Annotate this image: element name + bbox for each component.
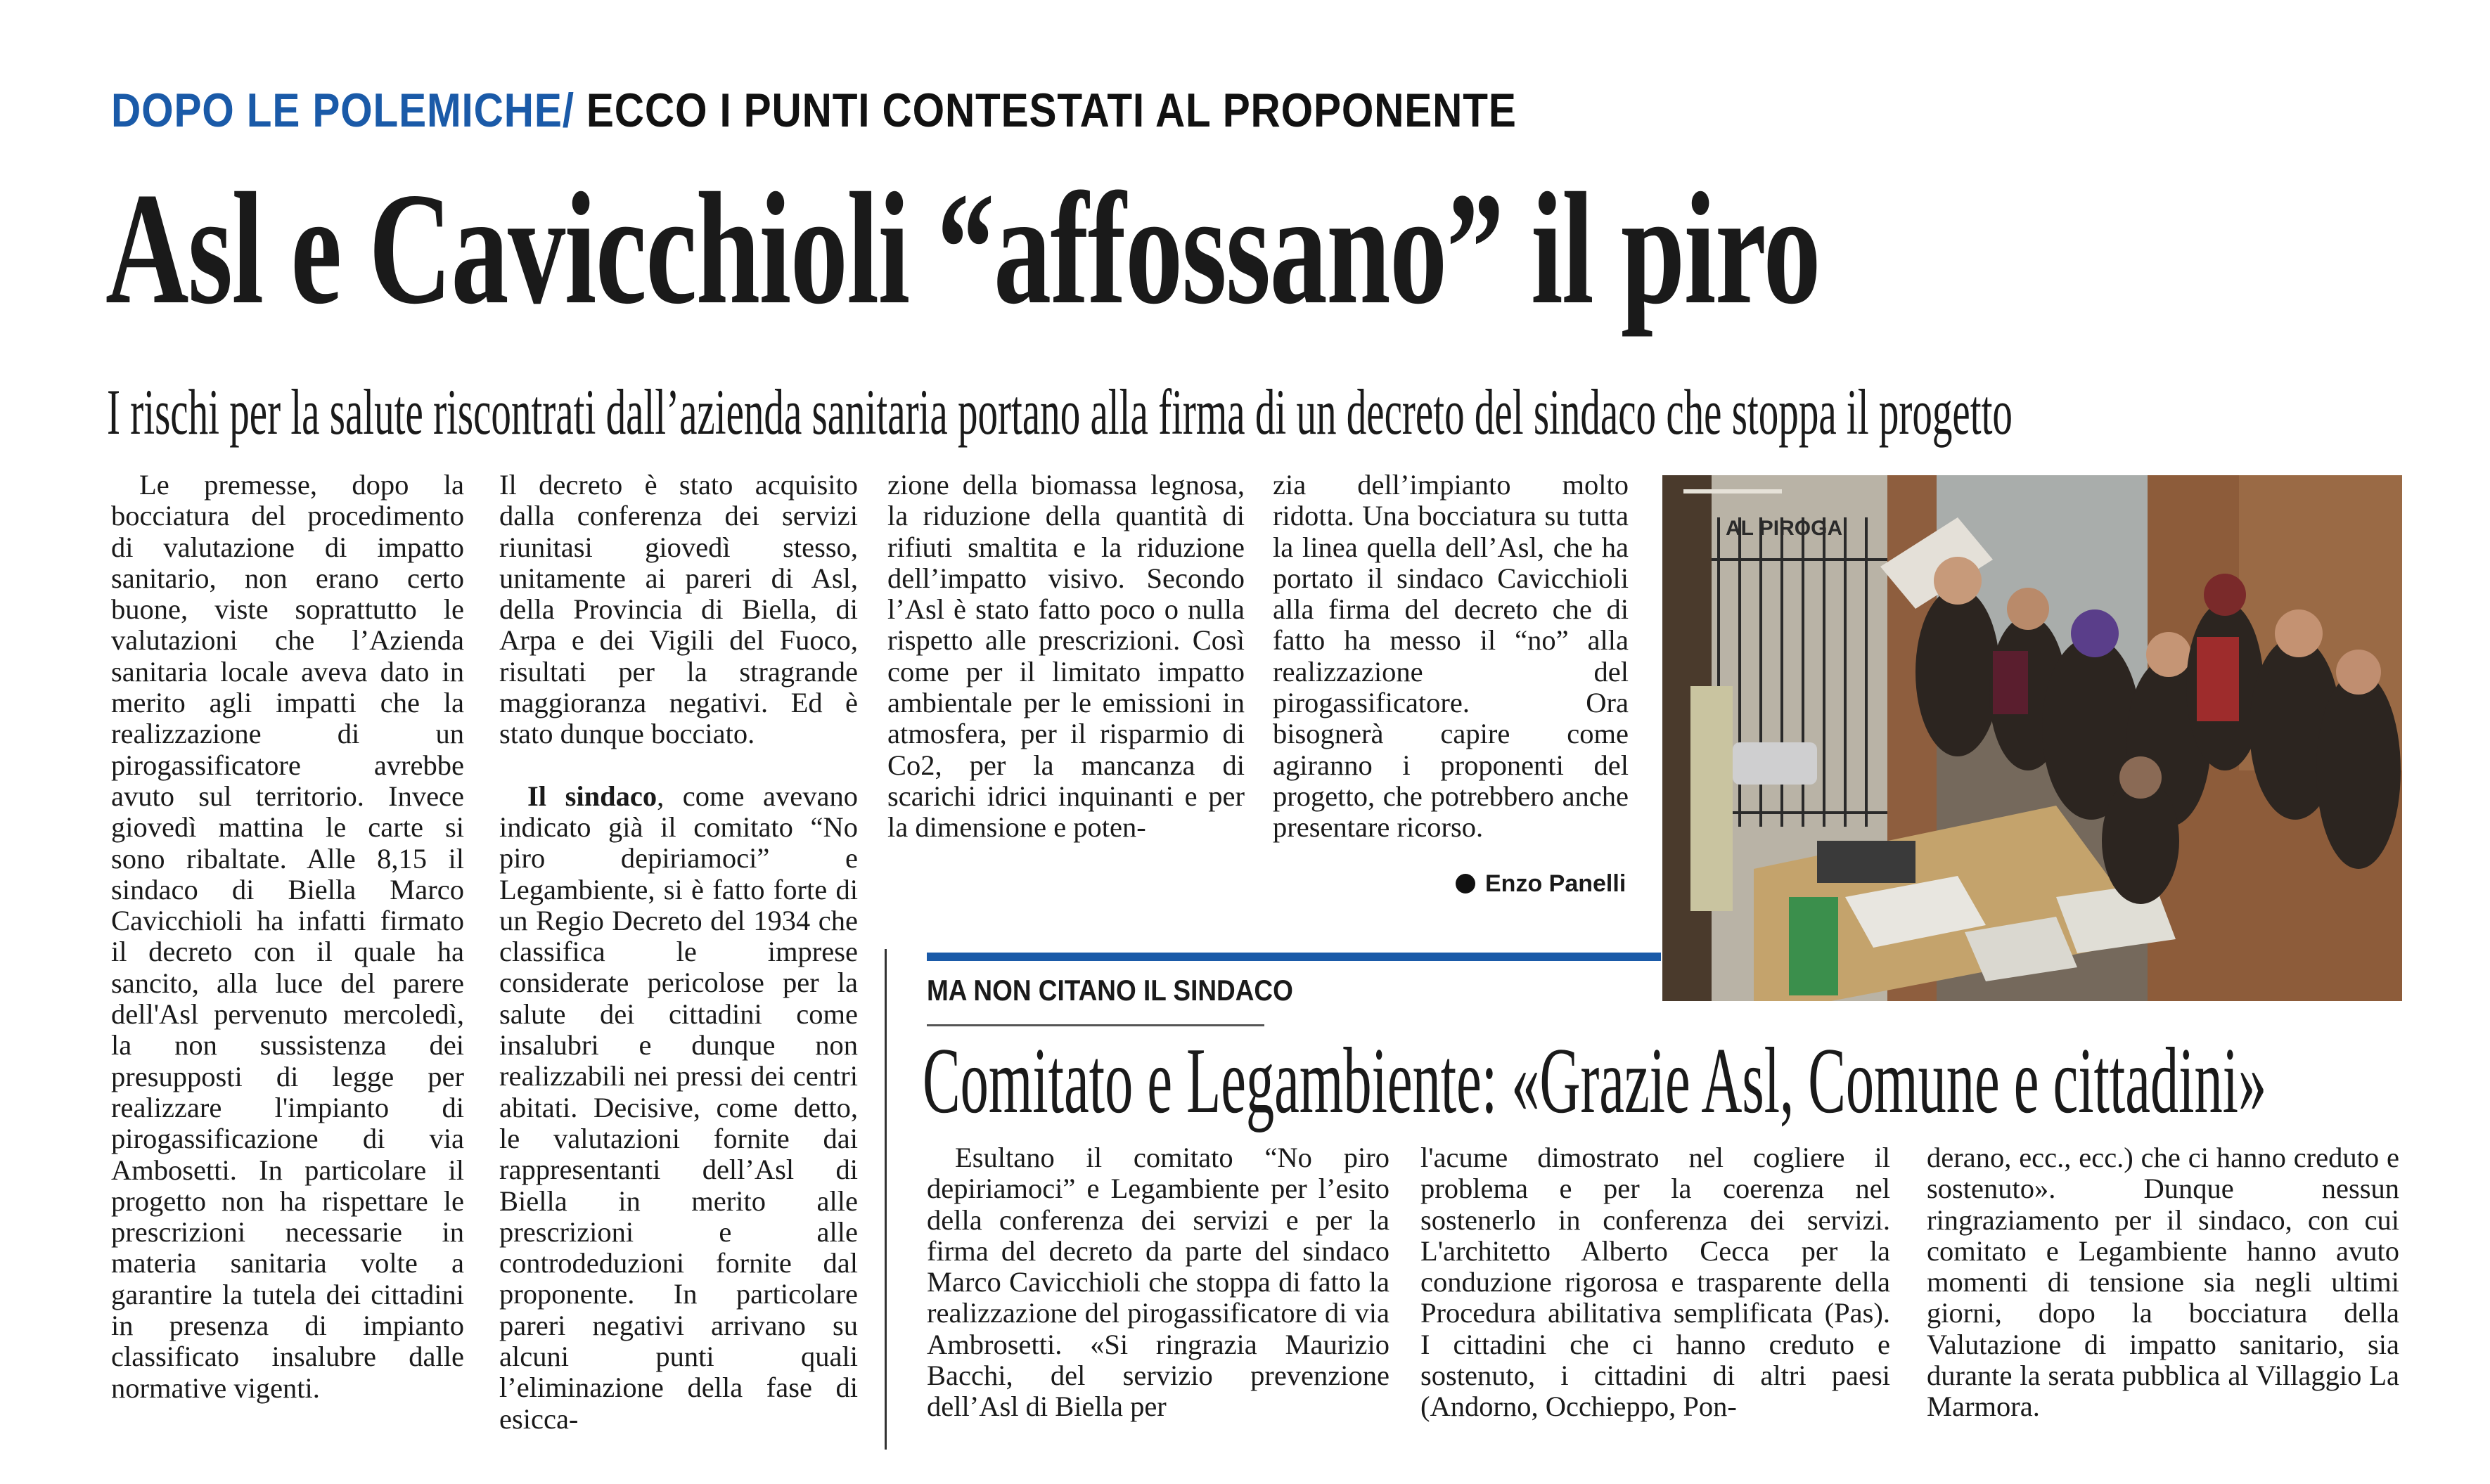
article-paragraph: , come avevano indicato già il comitato “No piro depiriamoci” e Legambiente, si è fatto forte di un Regio Decreto del 1934 che classifica le imprese considerate pericolose per la salute dei cittadini come insalubri e dunque non realizzabili nei pressi dei centri abitati. Decisive, come detto, le valutazioni fornite dai rappresentanti dell’Asl di Biella in merito alle prescrizioni e alle controdeduzioni fornite dal proponente. In particolare pareri negativi arrivano su alcuni punti quali l’eliminazione della fase di esicca- [499, 780, 858, 1435]
byline-author: Enzo Panelli [1485, 870, 1626, 897]
column-divider [885, 949, 887, 1450]
kicker-topic: DOPO LE POLEMICHE/ [111, 84, 575, 137]
secondary-kicker: MA NON CITANO IL SINDACO [927, 974, 1293, 1007]
bullet-icon [1456, 874, 1475, 893]
article-paragraph: zione della biomassa legnosa, la riduzione della quantità di rifiuti smaltita e la riduzione dell’impatto visivo. Secondo l’Asl è stato fatto poco o nulla rispetto alle prescrizioni. Così come per il limitato impatto ambientale per le emissioni in atmosfera, per il risparmio di Co2, per la mancanza di scarichi idrici inquinanti e per la dimensione e poten- [887, 469, 1245, 844]
section-rule [927, 953, 1661, 961]
photo-illustration [1662, 475, 2402, 1001]
secondary-headline: Comitato e Legambiente: «Grazie Asl, Comune e cittadini» [923, 1028, 2267, 1133]
standfirst: I rischi per la salute riscontrati dall’azienda sanitaria portano alla firma di un decreto del sindaco che stoppa il progetto [107, 376, 2013, 448]
secondary-column-3 [1927, 1142, 2399, 1423]
secondary-column-2 [1420, 1142, 1890, 1423]
secondary-paragraph: derano, ecc., ecc.) che ci hanno creduto e sostenuto». Dunque nessun ringraziamento per il sindaco, con cui comitato e Legambiente hanno avuto momenti di tensione sia negli ultimi giorni, dopo la bocciatura della Valutazione di impatto sanitario, sia durante la serata pubblica al Villaggio La Marmora. [1927, 1142, 2399, 1423]
photo-sign-text: AL PIROGA [1726, 517, 1843, 540]
article-paragraph: Il decreto è stato acquisito dalla conferenza dei servizi riunitasi giovedì stesso, unitamente ai pareri di Asl, della Provincia di Biella, di Arpa e dei Vigili del Fuoco, risultati per la stragrande maggioranza negativi. Ed è stato dunque bocciato. [499, 469, 858, 750]
article-paragraph: Le premesse, dopo la bocciatura del procedimento di valutazione di impatto sanitario, non erano certo buone, viste soprattutto le valutazioni che l’Azienda sanitaria locale aveva dato in merito agli impatti che la realizzazione di un pirogassificatore avrebbe avuto sul territorio. Invece giovedì mattina le carte si sono ribaltate. Alle 8,15 il sindaco di Biella Marco Cavicchioli ha infatti firmato il decreto con il quale ha sancito, alla luce del parere dell'Asl pervenuto mercoledì, la non sussistenza dei presupposti di legge per realizzare l'impianto di pirogassificazione di via Ambosetti. In particolare il progetto non ha rispettare le prescrizioni necessarie in materia sanitaria volte a garantire la tutela dei cittadini in presenza di impianto classificato insalubre dalle normative vigenti. [111, 469, 464, 1404]
kicker-subtopic: ECCO I PUNTI CONTESTATI AL PROPONENTE [574, 84, 1517, 137]
article-column-4 [1273, 470, 1629, 844]
news-photo [1662, 475, 2402, 1001]
article-column-1 [111, 470, 464, 1404]
lead-in: Il sindaco [527, 780, 657, 812]
article-paragraph-lead [499, 781, 858, 1435]
secondary-paragraph: l'acume dimostrato nel cogliere il problema e per la coerenza nel sostenerlo in conferenza dei servizi. L'architetto Alberto Cecca per la conduzione rigorosa e trasparente della Procedura abilitativa semplificata (Pas). I cittadini che ci hanno creduto e sostenuto, i cittadini di altri paesi (Andorno, Occhieppo, Pon- [1420, 1142, 1890, 1423]
kicker [111, 83, 1517, 138]
article-paragraph: zia dell’impianto molto ridotta. Una bocciatura su tutta la linea quella dell’Asl, che ha portato il sindaco Cavicchioli alla firma del decreto che di fatto ha messo il “no” alla realizzazione del pirogassificatore. Ora bisognerà capire come agiranno i proponenti del progetto, che potrebbero anche presentare ricorso. [1273, 469, 1629, 844]
kicker-underline [927, 1024, 1264, 1026]
byline [1456, 870, 1626, 898]
secondary-paragraph: Esultano il comitato “No piro depiriamoci” e Legambiente per l’esito della conferenza dei servizi e per la firma del decreto da parte del sindaco Marco Cavicchioli che stoppa di fatto la realizzazione del pirogassificatore di via Ambrosetti. «Si ringrazia Maurizio Bacchi, del servizio prevenzione dell’Asl di Biella per [927, 1142, 1390, 1423]
secondary-column-1 [927, 1142, 1390, 1423]
headline: Asl e Cavicchioli “affossano” il piro [105, 160, 1821, 337]
article-column-3 [887, 470, 1245, 844]
article-column-2 [499, 470, 858, 1435]
